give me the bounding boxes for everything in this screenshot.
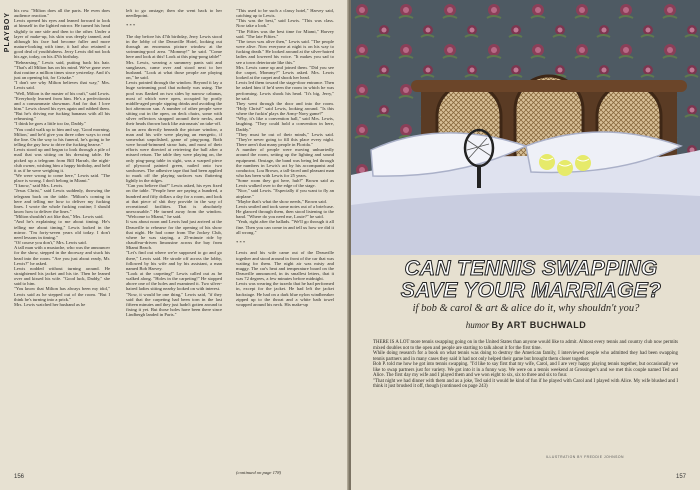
bed-illustration-svg <box>351 0 700 255</box>
headline-line-1: CAN TENNIS SWAPPING <box>404 257 658 280</box>
bed-illustration <box>351 0 700 255</box>
headline-line-2: SAVE YOUR MARRIAGE? <box>400 279 662 302</box>
right-page <box>351 0 700 490</box>
running-head: PLAYBOY <box>4 12 11 53</box>
illustration-credit: ILLUSTRATION BY FREDDIE JOHNSON <box>545 455 624 459</box>
page-number-left: 156 <box>14 474 25 480</box>
article-headline <box>381 258 681 302</box>
article-column-3: "This used to be such a classy hotel," Harvey said, catching up to Lewis. "This was the best," said Lewis. "This was class. Now take a look." "The Fifties was the best time for Miami," Harvey said. "The late Fifties." "The town was alive then," Lewis said. "The people were alive. Now everyone at night is on his way to fucking death." He looked around at the silver-haired ladies and lowered his voice. "It makes you sad to see a town deteriorate like this." Mrs. Lewis came up and joined them. "Did you see the carpet, Mommy?" Lewis asked. Mrs. Lewis looked at the carpet and shook her head. Lewis led them toward the stage-door entrance. Then he asked him if he'd seen the room in which he was performing. Lewis shook his head. "It's big, Jerry," he said. They went through the door and into the room. "Holy Christ!" said Lewis, looking around. "Is this where the fuckin' plays the Army-Navy game?" "Why, it's like a convention hall," said Mrs. Lewis, laughing. "They could hold a convention in here, Daddy." "They must be out of their minds," Lewis said. "They're never going to fill this place every night. There aren't that many people in Florida." A number of people were moving unhurriedly around the room, setting up the lighting and sound equipment. Onstage, the band was being led through the numbers in Lewis's act by his accompanist and conductor, Lou Brown, a tall-faced and pleasant man who has been with Lewis for 25 years. "Some room they got here, huh?" Brown said as Lewis walked over to the edge of the stage. "Nice," said Lewis. "Especially if you want to fly an airplane." "Maybe that's what the show needs," Brown said. Lewis smiled and took some notes out of a briefcase. He glanced through them, then stood listening to the band. "Where do you need me, Louie?" he said. "Yeah, right after the ballads. "We'll go through it all fine. Then you can come in and tell us how we did it all wrong." * * * Lewis and his wife came out of the Deauville together and stood around in front of the car that was waiting for them. The night air was misty and muggy. The car's heat and temperature board on the Deauville announced, in its smallest letters, that it was 72 degrees, a few minutes before midnight. Lewis was wearing the tuxedo that he had performed in, except for the jacket. He had left the jacket backstage. He had on a dark blue nylon windbreaker zipped up to the throat and a white bath towel wrapped around his neck. His make-up <box>236 8 334 307</box>
article-column-2: left to go onstage; then she went back to her needlepoint. * * * The day before his 47th birthday, Jerry Lewis stood in the lobby of the Deauville Hotel, looking out through an enormous picture window at the swimming-pool area. "Mommy!" he said. "Come here and look at this! Look at this ping-pong table!" Mrs. Lewis, wearing a summery pants suit and sunglasses, came over and stood next to her husband. "Look at what those people are playing on," he said. Lewis pointed through the window. Beyond it lay a huge swimming pool that nobody was using. The pool was flanked on two sides by narrow cabanas, most of which were open, occupied by portly middle-aged people sipping drinks and avoiding the hot afternoon sun. A number of other people were sitting out in the open, on deck chairs, some with silver reflectors strapped around their necks, and their heads thrown back like astronauts' on take-off. In an area directly beneath the picture window, a man and his wife were playing an energetic, if somewhat unpolished, game of ping-pong. Both were broad-brimmed straw hats, and most of their efforts were directed at retrieving the ball after a missed return. The table they were playing on, the only ping-pong table in sight, was a warped piece of plywood painted green, nailed onto two sawhorses. The adhesive tape that had been applied to mark off the playing surfaces was fluttering lightly in the ridges. "Can you believe that?" Lewis asked, his eyes fixed on the table. "People here are paying a hundred, a hundred and fifty dollars a day for a room, and look at that piece of shit they provide in the way of recreational facilities. That is absolutely unexcusable." He turned away from the window. "Welcome to Miami," he said. It was about noon and Lewis had just arrived at the Deauville to rehearse for the opening of his show that night. He had come from The Jockey Club, where he was staying, a 25-minute ride by chauffeur-driven limousine across the bay from Miami Beach. "Let's find out where we're supposed to go and go there," Lewis said. He strode off across the lobby, followed by his wife and by his assistant, a man named Bob Harvey. "Look at the carpeting!" Lewis called out as he walked along. "Holes in the carpeting!" He stopped above one of the holes and examined it. Two silver-haired ladies sitting nearby looked on with interest. "Now, it would be one thing," Lewis said, "if they said that the carpeting had been torn in the last fifteen minutes and they just hadn't gotten around to fixing it yet. But those holes have been there since Lindbergh landed in Paris." <box>126 8 222 318</box>
article-byline <box>371 320 681 330</box>
article-subhead: if bob & carol & art & alice do it, why shouldn't you? <box>412 303 640 314</box>
byline-prefix: humor <box>465 320 490 330</box>
article-column-1: his row. "Milton does all the parts. He even does audience reaction." Lewis opened his eyes and leaned forward to look at himself in the lighted mirror. He turned his head slightly to one side and then to the other. Under a layer of make-up, his skin was deeply tanned, and although his face had become fuller and more mature-looking with time, it had also retained a good deal of youthfulness. Jerry Lewis did not look his age, today, on his 47th birthday. "Rehearsing," Lewis said, putting back his hair. "That's all Milton has on his mind. We've gone over that routine a million times since yesterday. And it's just an opening bit, for Crisake." "I don't see why Milton believes that way," Mrs. Lewis said. "Well, Milton is the master of his craft," said Lewis. "Everybody learned from him. He's a perfectionist and a consummate showman. And for that I love him." Lewis closed his eyes again and rubbed them. "But he's driving me fucking bananas with all his rehearsing." "I think he goes a little too far, Daddy." "You could walk up to him and say, 'Good morning, Milton,' and he'd give you three other ways to read the line. On the way to his funeral, he's going to be telling the guy how to drive the fucking hearse." Lewis stood up and began to look through a pile of mail that was sitting on his dressing table. He picked up a telegram from Bill Harrah, the night-club owner, wishing him a happy birthday, and held it as if he were weighing it. "We were wrong to come here," Lewis said. "The place is wrong. I don't belong in Miami." "I know," said Mrs. Lewis. "Jesus Christ," said Lewis suddenly, throwing the telegram back on the table. "Milton's coming in here and telling me how to deliver my fucking lines. I wrote the whole fucking routine; I should know how to deliver the lines." "Milton shouldn't act like that," Mrs. Lewis said. "And he's explaining to me about timing. He's telling me about timing," Lewis looked in the mirror. "I'm forty-seven years old today. I don't need lessons in timing." "Of course you don't," Mrs. Lewis said. A tall man with a mustache, who was the announcer for the show, stepped in the doorway and stuck his head into the room. "Are you just about ready, Mr. Lewis?" he asked. Lewis nodded without turning around. He straightened his jacket and his tie. Then he leaned over and kissed his wife. "Good luck, Daddy," she said to him. "You know that Milton has always been my idol," Lewis said as he stepped out of the room. "But I think he's turning into a prick." Mrs. Lewis watched her husband as he <box>14 8 110 307</box>
byline-author: By ART BUCHWALD <box>491 320 587 330</box>
left-page <box>0 0 349 490</box>
article-body: THERE IS A LOT more tennis swapping going on in the United States than anyone would like to admit. Almost every tennis and country club now permits mixed doubles not to the open and people are starting to talk about it for the first time. While doing research for a book on what tennis was doing to destroy the American family, I interviewed people who admitted they had been swapping tennis partners and in many cases they said it had not only helped their game but brought them closer together. Bob P. told me how he got into tennis swapping. "I'd like to say first that my wife, Carol, and I are very happy playing tennis together, but occasionally we like to swap partners just for variety. We got into it in a funny way. We were on a tennis weekend at Grossinger's and we met this couple named Ted and Alice. The first day my wife and I played them and we won eight to six, six to three and six to four. "That night we had dinner with them and as a joke, Ted said it would be kind of fun if he played with Carol and I played with Alice. My wife blushed and I think it just brushed it off, though (continued on page 243) <box>373 340 678 389</box>
continued-note: (continued on page 178) <box>236 470 282 475</box>
page-number-right: 157 <box>675 474 686 480</box>
